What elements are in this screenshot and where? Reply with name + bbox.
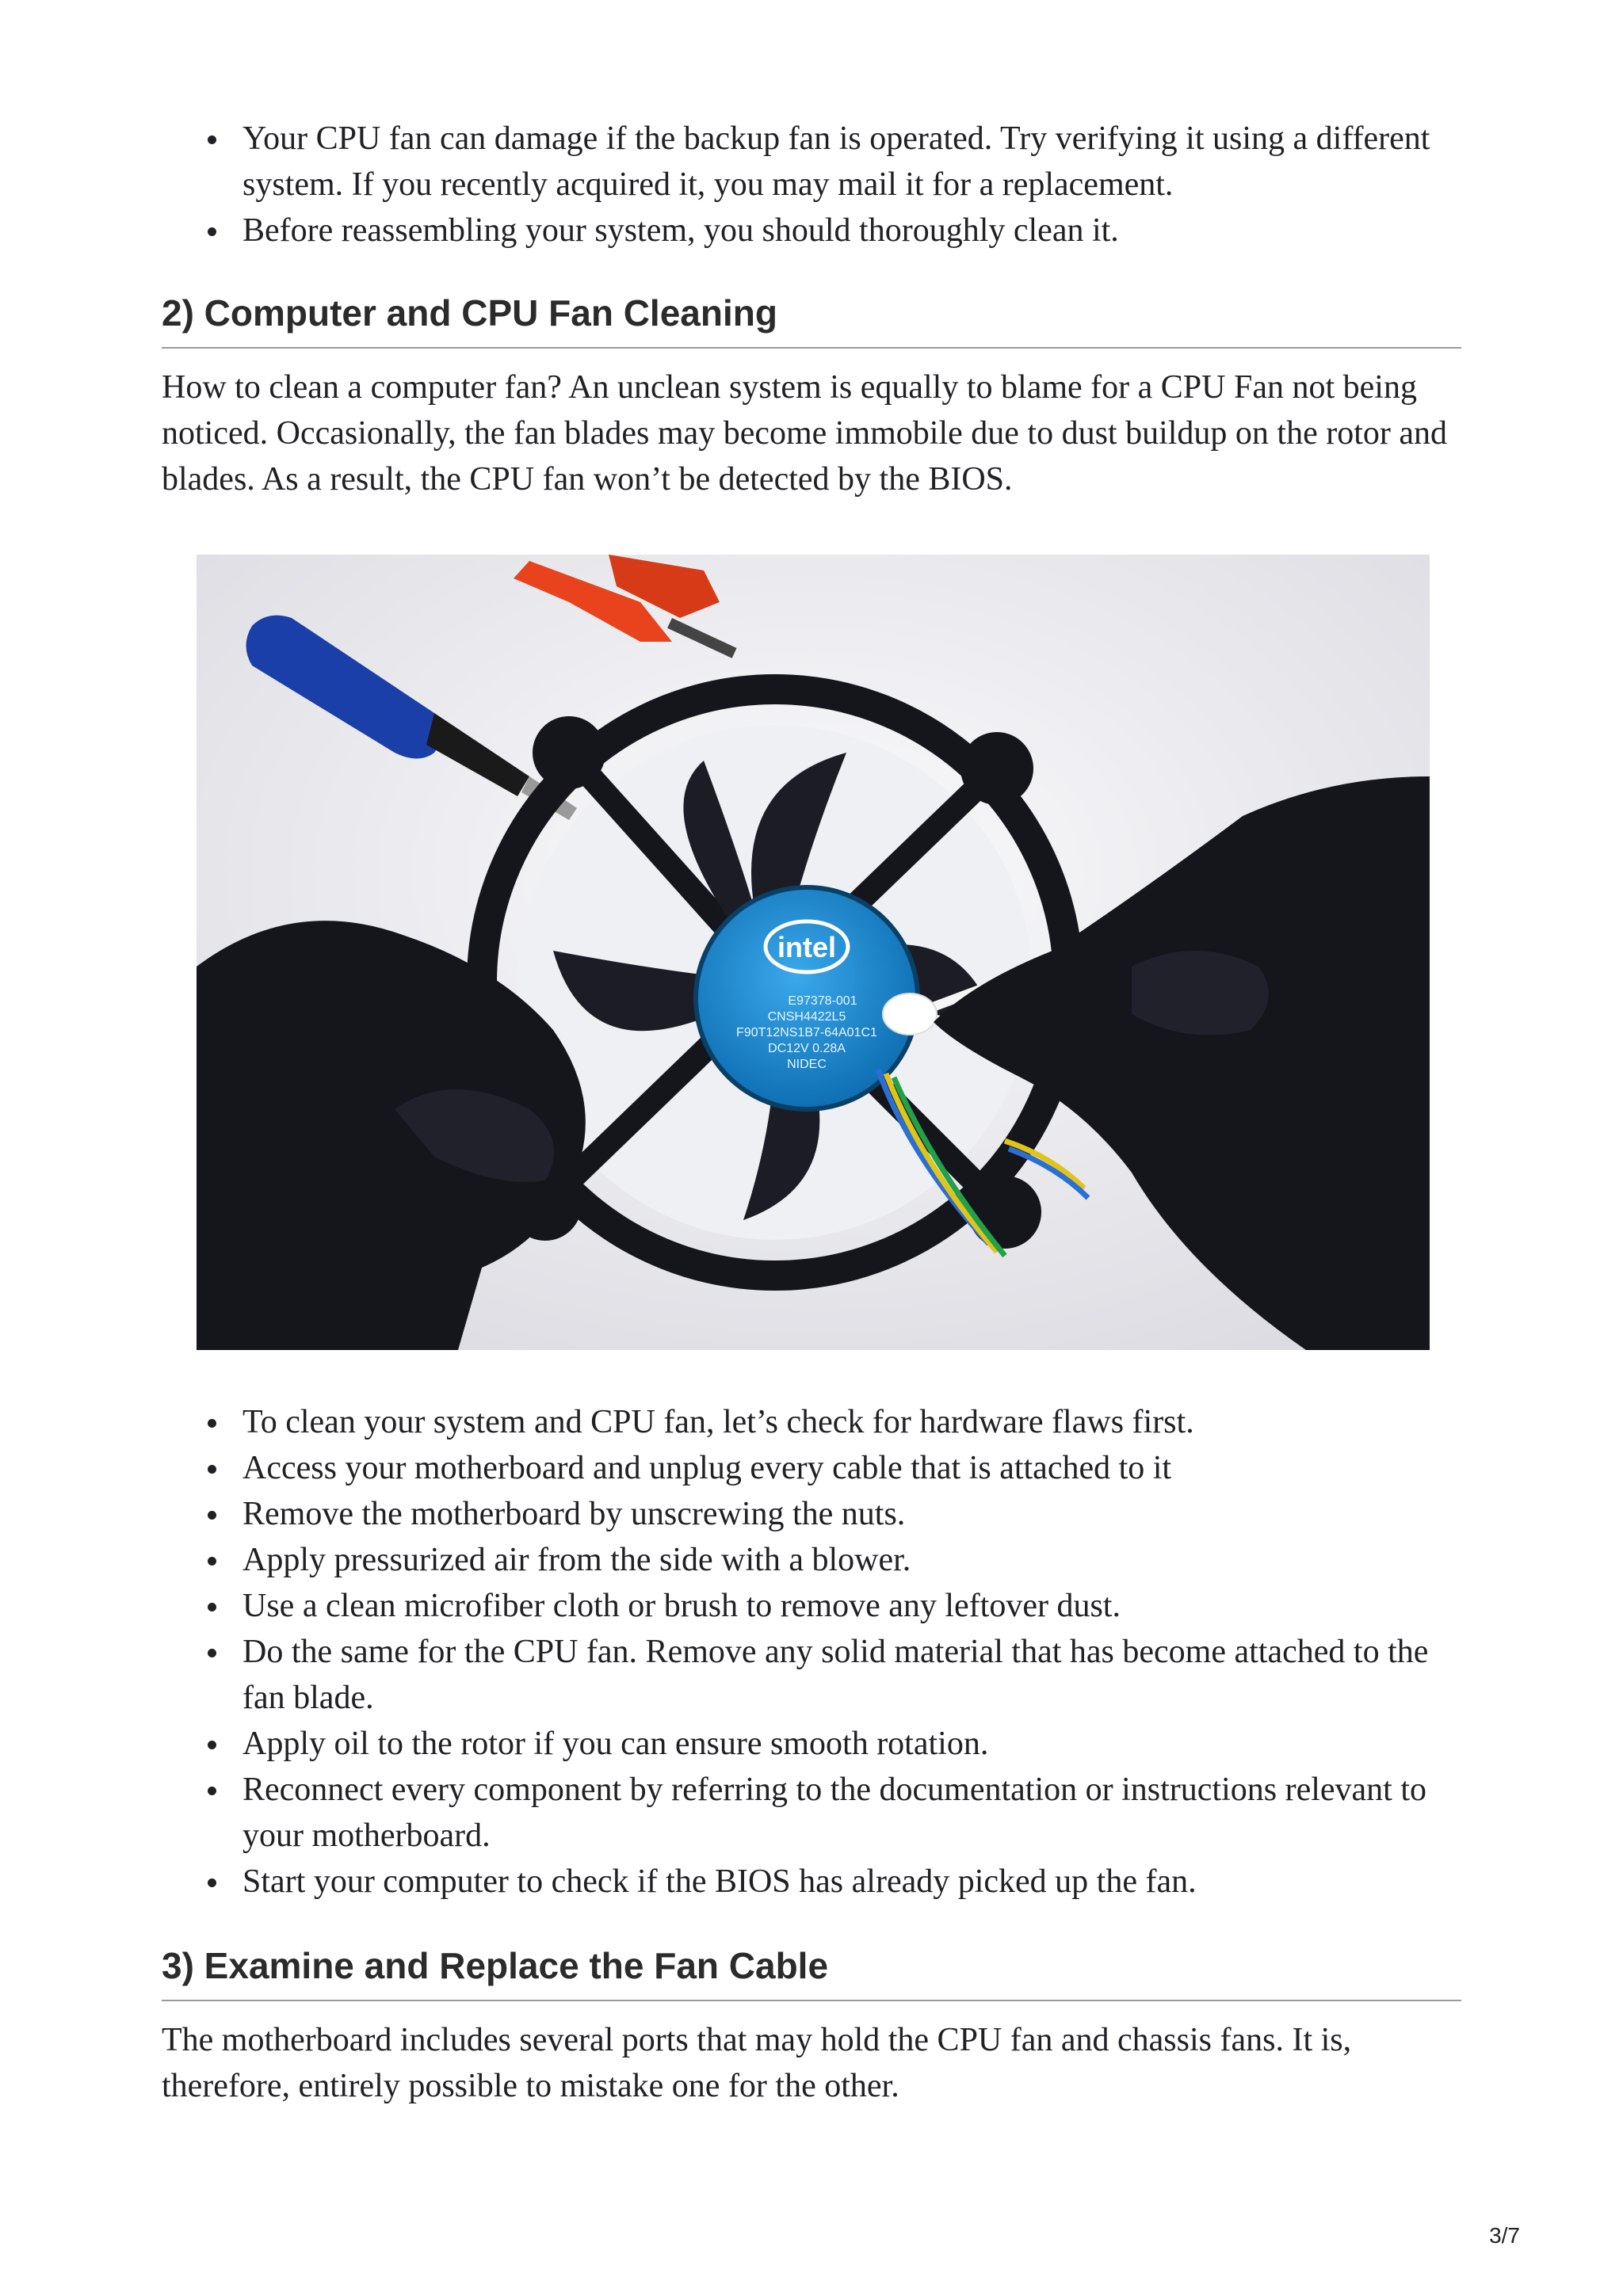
section-2 xyxy=(162,290,1461,502)
photo-illustration xyxy=(197,555,1430,1350)
section-3 xyxy=(162,1943,1461,2109)
section-heading: 3) Examine and Replace the Fan Cable xyxy=(162,1943,1461,2001)
section-heading: 2) Computer and CPU Fan Cleaning xyxy=(162,290,1461,349)
cpu-fan-cleaning-photo xyxy=(197,555,1430,1350)
page-number: 3/7 xyxy=(1489,2223,1520,2248)
list-item: To clean your system and CPU fan, let’s check for hardware flaws first. xyxy=(162,1399,1461,1445)
top-bullet-list xyxy=(162,116,1461,254)
list-item: Remove the motherboard by unscrewing the nuts. xyxy=(162,1491,1461,1537)
list-item: Your CPU fan can damage if the backup fan is operated. Try verifying it using a different system. If you recently acquired it, you may mail it for a replacement. xyxy=(162,116,1463,208)
list-item: Apply oil to the rotor if you can ensure smooth rotation. xyxy=(162,1721,1461,1767)
list-item: Before reassembling your system, you should thoroughly clean it. xyxy=(162,208,1461,254)
section-paragraph: How to clean a computer fan? An unclean system is equally to blame for a CPU Fan not being noticed. Occasionally, the fan blades may become immobile due to dust buildup on the rotor and blades. As a result, the CPU fan won’t be detected by the BIOS. xyxy=(162,369,1448,498)
cleaning-steps-list xyxy=(162,1399,1461,1905)
list-item: Apply pressurized air from the side with a blower. xyxy=(162,1537,1461,1583)
intel-logo: intel xyxy=(777,931,837,963)
hub-label-line: F90T12NS1B7-64A01C1 xyxy=(736,1026,877,1039)
list-item: Reconnect every component by referring to the documentation or instructions relevant to your motherboard. xyxy=(162,1767,1461,1859)
hub-label-line: CNSH4422L5 xyxy=(767,1010,846,1024)
hub-label-line: NIDEC xyxy=(787,1058,827,1071)
section-paragraph: The motherboard includes several ports that may hold the CPU fan and chassis fans. It is, therefore, entirely possible to mistake one for the other. xyxy=(162,2022,1352,2104)
list-item: Use a clean microfiber cloth or brush to remove any leftover dust. xyxy=(162,1583,1461,1629)
list-item: Start your computer to check if the BIOS has already picked up the fan. xyxy=(162,1859,1461,1905)
list-item: Access your motherboard and unplug every cable that is attached to it xyxy=(162,1445,1461,1491)
hub-label-line: E97378-001 xyxy=(788,994,857,1008)
hub-label-line: DC12V 0.28A xyxy=(768,1042,846,1055)
list-item: Do the same for the CPU fan. Remove any solid material that has become attached to the fan blade. xyxy=(162,1629,1461,1721)
